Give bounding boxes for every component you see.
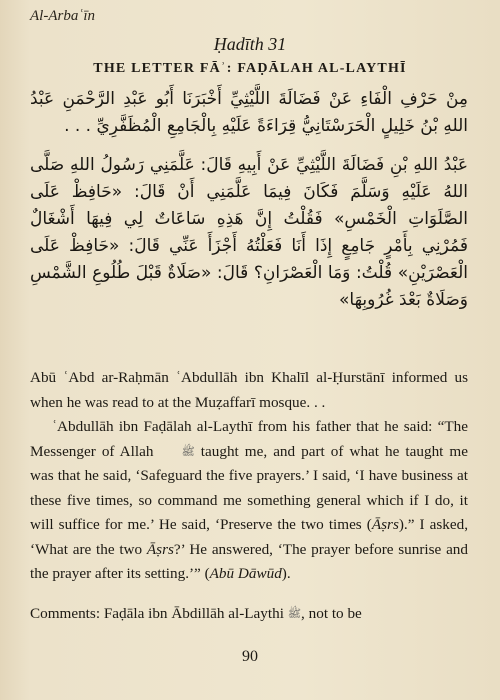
english-hadith-paragraph	[30, 415, 468, 587]
asrs-term: Āṣrs	[371, 516, 399, 533]
comments-text-end: , not to be	[301, 604, 362, 622]
comments-paragraph	[30, 602, 468, 627]
hadith-text-part-1: ʿAbdullāh ibn Faḍālah al-Laythī from his father that he said: “The Messenger of Allah	[30, 418, 468, 460]
page-number: 90	[242, 648, 258, 665]
salawat-glyph: ﷺ	[287, 606, 302, 620]
comments-text: Comments: Faḍāla ibn Ābdillāh al-Laythi	[30, 604, 288, 622]
asrs-term: Āṣrs	[146, 540, 174, 558]
chapter-title: THE LETTER FĀʾ: FAḌĀLAH AL-LAYTHĪ	[93, 61, 407, 76]
arabic-isnad: مِنْ حَرْفِ الْفَاءِ عَنْ فَضَالَةَ اللَّيْثِيِّ أَخْبَرَنَا أَبُو عَبْدِ الرَّحْمَنِ عَبْدُ اللهِ بْنُ خَلِيلٍ الْحَرَسْتَانِيُّ قِرَاءَةً عَلَيْهِ بِالْجَامِعِ الْمُظَفَّرِيِّ . . .	[30, 89, 468, 136]
hadith-text-part-3: ).” I asked, ‘What are the two	[30, 516, 469, 558]
hadith-text-part-4: ?’ He answered, ‘The prayer before sunrise and the prayer after its setting.’” (	[30, 540, 468, 582]
english-translation	[30, 366, 468, 626]
running-head: Al-Arbaʿīn	[30, 8, 95, 24]
hadith-text-part-2: taught me, and part of what he taught me was that he said, ‘Safeguard the five prayers.’ I said, ‘I have business at these five times, so command me something general which if I do, it will suffice for me.’ He said, ‘Preserve the two times (	[30, 442, 468, 533]
arabic-matn: عَبْدُ اللهِ بْنِ فَضَالَةَ اللَّيْثِيِّ عَنْ أَبِيهِ قَالَ: عَلَّمَنِي رَسُولُ اللهِ صَلَّى اللهُ عَلَيْهِ وَسَلَّمَ فَكَانَ فِيمَا عَلَّمَنِي أَنْ قَالَ: «حَافِظْ عَلَى الصَّلَوَاتِ الْخَمْسِ» فَقُلْتُ إِنَّ هَذِهِ سَاعَاتٌ لِي فِيهَا أَشْغَالٌ فَمُرْنِي بِأَمْرٍ جَامِعٍ إِذَا أَنَا فَعَلْتُهُ أَجْزَأَ عَنِّي قَالَ: «حَافِظْ عَلَى الْعَصْرَيْنِ» قُلْتُ: وَمَا الْعَصْرَانِ؟ قَالَ: «صَلَاةٌ قَبْلَ طُلُوعِ الشَّمْسِ وَصَلَاةٌ بَعْدَ غُرُوبِهَا»	[30, 155, 468, 310]
arabic-text	[30, 86, 468, 324]
source-reference: Abū Dāwūd	[209, 565, 282, 582]
hadith-text-part-5: ).	[281, 565, 291, 582]
hadith-number: Ḥadīth 31	[213, 34, 287, 54]
salawat-glyph: ﷺ	[181, 444, 195, 458]
english-isnad-paragraph: Abū ʿAbd ar-Raḥmān ʿAbdullāh ibn Khalīl al-Ḥurstānī informed us when he was read to at the Muẓaffarī mosque. . .	[30, 369, 468, 411]
